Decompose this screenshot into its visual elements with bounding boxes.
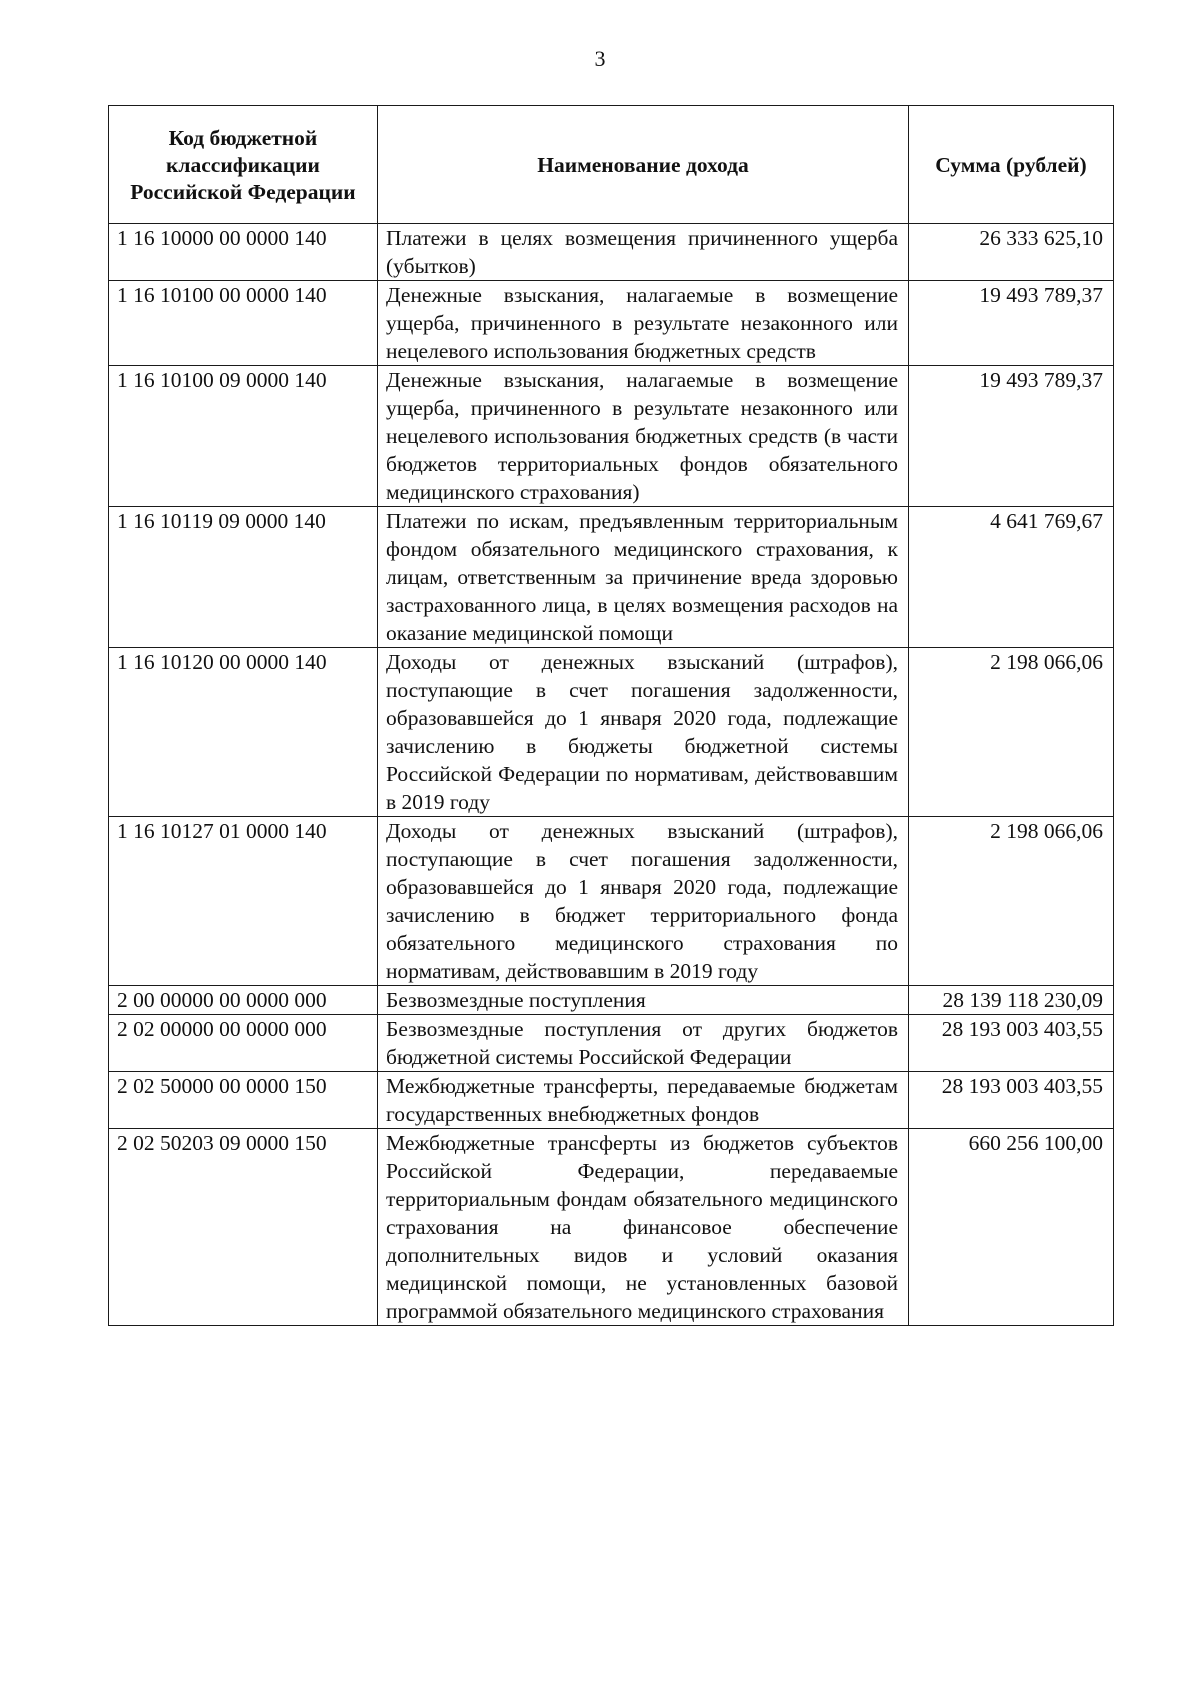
row-code: 1 16 10127 01 0000 140: [109, 817, 378, 986]
row-code: 1 16 10100 09 0000 140: [109, 366, 378, 507]
row-name: Межбюджетные трансферты, передаваемые бюджетам государственных внебюджетных фондов: [378, 1072, 909, 1129]
revenue-table: [108, 105, 1114, 1326]
row-sum: 26 333 625,10: [909, 224, 1114, 281]
row-name: Безвозмездные поступления: [378, 986, 909, 1015]
row-code: 2 00 00000 00 0000 000: [109, 986, 378, 1015]
row-name: Денежные взыскания, налагаемые в возмещение ущерба, причиненного в результате незаконного или нецелевого использования бюджетных средств: [378, 281, 909, 366]
table-row: [109, 1015, 1114, 1072]
row-code: 2 02 00000 00 0000 000: [109, 1015, 378, 1072]
table-row: [109, 281, 1114, 366]
table-row: [109, 224, 1114, 281]
row-name: Безвозмездные поступления от других бюджетов бюджетной системы Российской Федерации: [378, 1015, 909, 1072]
table-row: [109, 366, 1114, 507]
row-sum: 28 193 003 403,55: [909, 1015, 1114, 1072]
row-name: Доходы от денежных взысканий (штрафов), поступающие в счет погашения задолженности, образовавшейся до 1 января 2020 года, подлежащие зачислению в бюджет территориального фонда обязательного медицинского страхования по нормативам, действовавшим в 2019 году: [378, 817, 909, 986]
row-code: 1 16 10120 00 0000 140: [109, 648, 378, 817]
row-name: Межбюджетные трансферты из бюджетов субъектов Российской Федерации, передаваемые территориальным фондам обязательного медицинского страхования на финансовое обеспечение дополнительных видов и условий оказания медицинской помощи, не установленных базовой программой обязательного медицинского страхования: [378, 1129, 909, 1326]
row-sum: 4 641 769,67: [909, 507, 1114, 648]
header-sum: Сумма (рублей): [909, 106, 1114, 224]
row-sum: 28 139 118 230,09: [909, 986, 1114, 1015]
row-name: Денежные взыскания, налагаемые в возмещение ущерба, причиненного в результате незаконного или нецелевого использования бюджетных средств (в части бюджетов территориальных фондов обязательного медицинского страхования): [378, 366, 909, 507]
row-code: 1 16 10100 00 0000 140: [109, 281, 378, 366]
row-sum: 2 198 066,06: [909, 648, 1114, 817]
table-row: [109, 507, 1114, 648]
row-sum: 660 256 100,00: [909, 1129, 1114, 1326]
header-name: Наименование дохода: [378, 106, 909, 224]
row-name: Доходы от денежных взысканий (штрафов), поступающие в счет погашения задолженности, образовавшейся до 1 января 2020 года, подлежащие зачислению в бюджеты бюджетной системы Российской Федерации по нормативам, действовавшим в 2019 году: [378, 648, 909, 817]
row-sum: 28 193 003 403,55: [909, 1072, 1114, 1129]
row-code: 1 16 10119 09 0000 140: [109, 507, 378, 648]
row-code: 2 02 50203 09 0000 150: [109, 1129, 378, 1326]
table-row: [109, 648, 1114, 817]
row-name: Платежи по искам, предъявленным территориальным фондом обязательного медицинского страхования, к лицам, ответственным за причинение вреда здоровью застрахованного лица, в целях возмещения расходов на оказание медицинской помощи: [378, 507, 909, 648]
row-sum: 2 198 066,06: [909, 817, 1114, 986]
row-sum: 19 493 789,37: [909, 366, 1114, 507]
row-name: Платежи в целях возмещения причиненного ущерба (убытков): [378, 224, 909, 281]
table-row: [109, 1072, 1114, 1129]
row-sum: 19 493 789,37: [909, 281, 1114, 366]
header-code: Код бюджетной классификации Российской Федерации: [109, 106, 378, 224]
table-row: [109, 1129, 1114, 1326]
page-number: 3: [594, 46, 606, 71]
row-code: 1 16 10000 00 0000 140: [109, 224, 378, 281]
table-header-row: [109, 106, 1114, 224]
table-row: [109, 817, 1114, 986]
table-row: [109, 986, 1114, 1015]
row-code: 2 02 50000 00 0000 150: [109, 1072, 378, 1129]
